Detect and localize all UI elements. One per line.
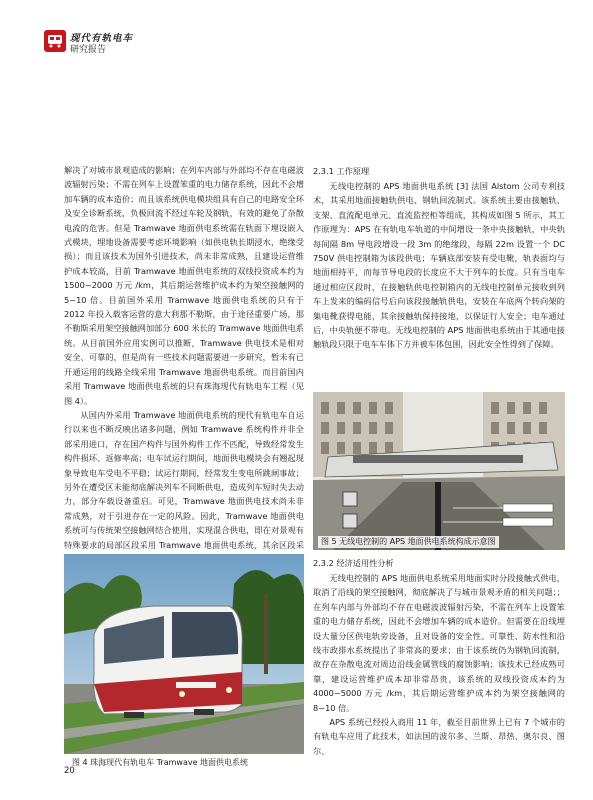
page-header bbox=[44, 30, 184, 56]
figure-5-diagram bbox=[313, 392, 565, 550]
subsection-heading: 2.3.1 工作原理 bbox=[313, 166, 370, 176]
paragraph: 从国内外采用 Tramwave 地面供电系统的现代有轨电车自运行以来也不断反映出诸多问题，例如 Tramwave 系统构件并非全部采用进口，存在国产构件与国外构件工作不匹配，导致经常发生构件损坏、返修率高；电车试运行期间，地面供电模块会有翘起现象导致电车受电不平稳；试运行期间，经常发生变电所跳闸事故；另外在遭受区未能彻底解决列车不同断供电，造成列车短时失去动力，部分车载设备重启。可见，Tramwave 地面供电技术尚未非常成熟，对于引进存在一定的风险。因此，Tramwave 地面供电系统可与传统架空接触网结合使用，实现混合供电，即在对景观有特殊要求的局部区段采用 Tramwave 地面供电系统，其余区段采 bbox=[64, 409, 304, 550]
right-column-bottom bbox=[313, 555, 565, 758]
figure-4-caption: 图 4 珠海现代有轨电车 Tramwave 地面供电系统 bbox=[72, 758, 249, 767]
left-column bbox=[64, 163, 304, 582]
aps-system-illustration bbox=[313, 392, 565, 550]
subsection-heading: 2.3.2 经济适用性分析 bbox=[313, 558, 394, 568]
figure-5-caption: 图 5 无线电控制的 APS 地面供电系统构成示意图 bbox=[318, 536, 499, 548]
journal-subtitle: 研究报告 bbox=[70, 45, 107, 55]
paragraph: 无线电控制的 APS 地面供电系统采用地面实时分段接触式供电，取消了沿线的架空接触网，彻底解决了与城市景观矛盾的相关问题；；在列车内部与外部均不存在电磁波波辐射污染，不需在列车上设置笨重的电力储存系统，因此不会增加车辆的成本造价。但需要在沿线埋设大量分区供电轨旁设备，且对设备的安全性、可靠性、防水性和沿线市政排水系统提出了非常高的要求；由于该系统仍为钢轨回流制，故存在杂散电流对周边沿线金属管线的腐蚀影响；该技术已经成熟可靠，建设运营维护成本却非常昂贵，该系统的双线投资成本约为 4000~5000 万元 /km，其后期运营维护成本约为架空接触网的 8~10 倍。 bbox=[313, 573, 565, 713]
tram-photo-illustration bbox=[64, 554, 304, 754]
paragraph: APS 系统已经投入商用 11 年，截至目前世界上已有 7 个城市的有轨电车应用了此技术，如法国的波尔多、兰斯、昂热、奥尔良、图尔、 bbox=[313, 717, 565, 756]
right-column-top bbox=[313, 163, 565, 352]
tram-logo-icon bbox=[44, 30, 66, 52]
paragraph: 无线电控制的 APS 地面供电系统 [3] 法国 Alstom 公司专利技术，其采用地面接触轨供电、钢轨回流制式。该系统主要由接触轨、支架、直流配电单元、直流监控柜等组成，其构成如图 5 所示，其工作原理为：APS 在有轨电车轨道的中间增设一条中央接触轨，中央轨每间隔 8m 导电段增设一段 3m 的绝缘段，每隔 22m 设置一个 DC 750V 供电控制箱为该段供电；车辆底部安装有受电靴，轨表面均与地面相持平，而每节导电段的长度应不大于列车的长度。只有当电车通过相应区段时，在接触轨供电控制箱内的无线电控制单元接收到列车上发来的编码信号后向该段接触轨供电，安装在车底两个转向架的集电靴获得电能，其余接触轨保持接地，以保证行人安全；电车通过后，中央轨便不带电。无线电控制的 APS 地面供电系统由于其通电接触轨段只限于电车车体下方并被车体包围，因此安全性得到了保障。 bbox=[313, 181, 565, 350]
figure-4-photo bbox=[64, 554, 304, 754]
journal-title: 现代有轨电车 bbox=[70, 33, 134, 44]
paragraph: 解决了对城市景观造成的影响；在列车内部与外部均不存在电磁波波辐射污染；不需在列车上设置笨重的电力储存系统，因此不会增加车辆的成本造价；而且该系统供电模块组具有自己的电路安全环及安全诊断系统，负极回流不经过车轮及钢轨，有效的避免了杂散电流的危害。但是 Tramwave 地面供电系统需在轨面下埋设嵌入式模块，埋地设备需要考虑环境影响（如供电轨长期浸水，绝缘受损）；而且该技术为国外引进技术，尚未非常成熟，且建设运营维护成本较高，目前 Tramwave 地面供电系统的双线投资成本约为 1500~2000 万元 /km，其后期运营维护成本约为架空接触网的 5~10 倍。目前国外采用 Tramwave 地面供电系统的只有于 2012 年投入载客运营的意大利那不勒斯，由于途径重要广场，那不勒斯采用架空接触网加部分 600 米长的 Tramwave 地面供电系统。从目前国外应用实例可以推断，Tramwave 供电技术是相对安全、可靠的，但是尚有一些技术问题需要进一步研究，暂未有已开通运用的线路全线采用 Tramwave 地面供电系统。而目前国内采用 Tramwave 地面供电系统的只有珠海现代有轨电车工程（见图 4）。 bbox=[64, 165, 304, 406]
page-number: 20 bbox=[64, 766, 75, 776]
